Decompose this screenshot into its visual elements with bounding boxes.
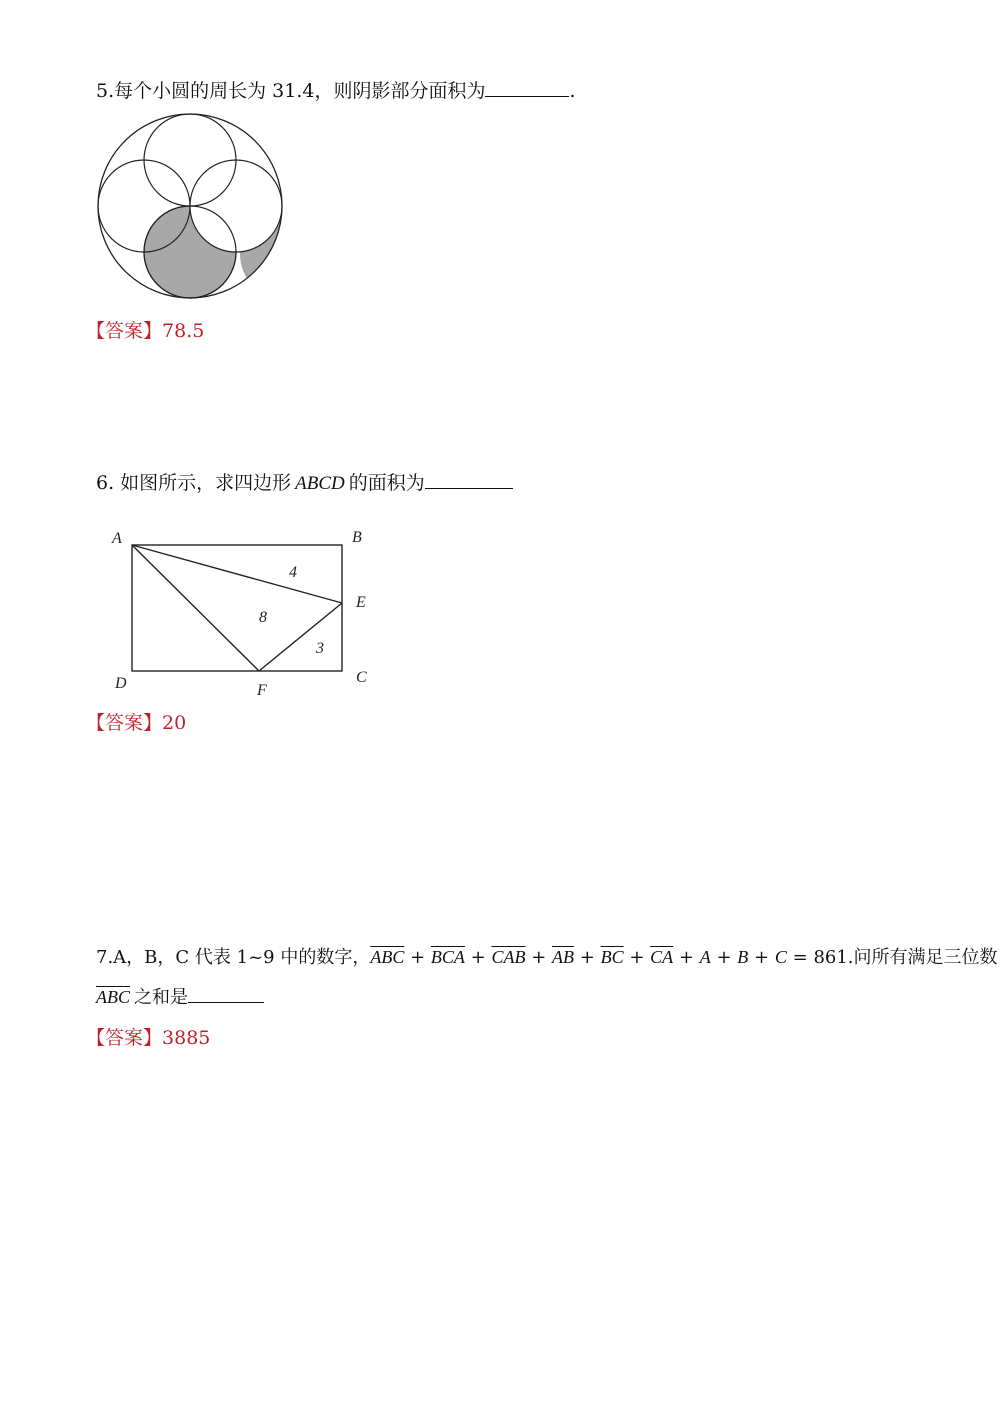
- question-6-suffix: 的面积为: [348, 472, 425, 494]
- plus-sign: +: [678, 947, 694, 968]
- right-small-circle: [190, 160, 282, 252]
- term-abc-line2: $\overline{ABC}$: [96, 987, 130, 1007]
- answer-blank: [425, 470, 513, 489]
- line-ae: [132, 545, 342, 603]
- answer-value: 20: [162, 712, 187, 734]
- answer-blank: [485, 78, 569, 97]
- plus-sign: +: [716, 947, 732, 968]
- answer-value: 3885: [162, 1027, 211, 1049]
- answer-blank: [188, 984, 264, 1003]
- plus-sign: +: [470, 947, 486, 968]
- left-small-circle: [98, 160, 190, 252]
- label-a: A: [112, 530, 122, 547]
- label-f: F: [257, 682, 267, 699]
- area-label-3: 3: [316, 640, 324, 657]
- answer-7: [86, 1023, 210, 1050]
- question-6: [96, 468, 513, 495]
- question-7-line-2: [96, 983, 264, 1009]
- area-label-8: 8: [259, 609, 267, 626]
- question-5-text: 5.每个小圆的周长为 31.4，则阴影部分面积为: [96, 80, 486, 102]
- plus-sign: +: [531, 947, 547, 968]
- answer-tag: 【答案】: [86, 320, 163, 342]
- question-7-prefix: 7.A，B，C 代表 1~9 中的数字，: [96, 947, 371, 968]
- label-e: E: [356, 594, 366, 611]
- term-bc: $\overline{BC}$: [600, 947, 624, 967]
- label-d: D: [115, 675, 127, 692]
- question-5: [96, 76, 576, 103]
- rectangle-abcd: [132, 545, 342, 671]
- plus-sign: +: [410, 947, 426, 968]
- plus-sign: +: [629, 947, 645, 968]
- question-6-prefix: 6. 如图所示，求四边形: [96, 472, 292, 494]
- question-7-line-1: [96, 943, 998, 969]
- area-label-4: 4: [289, 564, 297, 581]
- period: .: [569, 80, 576, 102]
- plus-sign: +: [579, 947, 595, 968]
- label-b: B: [352, 529, 362, 546]
- term-ab: $\overline{AB}$: [552, 947, 575, 967]
- answer-tag: 【答案】: [86, 712, 163, 734]
- answer-tag: 【答案】: [86, 1027, 163, 1049]
- answer-value: 78.5: [162, 320, 205, 342]
- circles-figure: [96, 110, 286, 302]
- equals-sign: =: [792, 947, 808, 968]
- term-c: C: [774, 947, 787, 967]
- term-cab: $\overline{CAB}$: [491, 947, 526, 967]
- answer-5: [86, 316, 204, 343]
- top-small-circle: [144, 114, 236, 206]
- line-fe: [259, 603, 342, 671]
- term-bca: $\overline{BCA}$: [430, 947, 465, 967]
- plus-sign: +: [754, 947, 770, 968]
- answer-6: [86, 708, 186, 735]
- rhs-value: 861: [813, 947, 848, 968]
- line-af: [132, 545, 259, 671]
- rectangle-figure: [100, 520, 390, 705]
- label-c: C: [356, 669, 367, 686]
- equation: [370, 947, 847, 968]
- question-7-suffix: .问所有满足三位数: [847, 947, 998, 968]
- term-b: B: [737, 947, 749, 967]
- term-a: A: [699, 947, 711, 967]
- term-ca: $\overline{CA}$: [650, 947, 674, 967]
- term-abc: $\overline{ABC}$: [370, 947, 405, 967]
- question-7-line2-text: 之和是: [134, 987, 188, 1008]
- quad-var: ABCD: [295, 473, 345, 494]
